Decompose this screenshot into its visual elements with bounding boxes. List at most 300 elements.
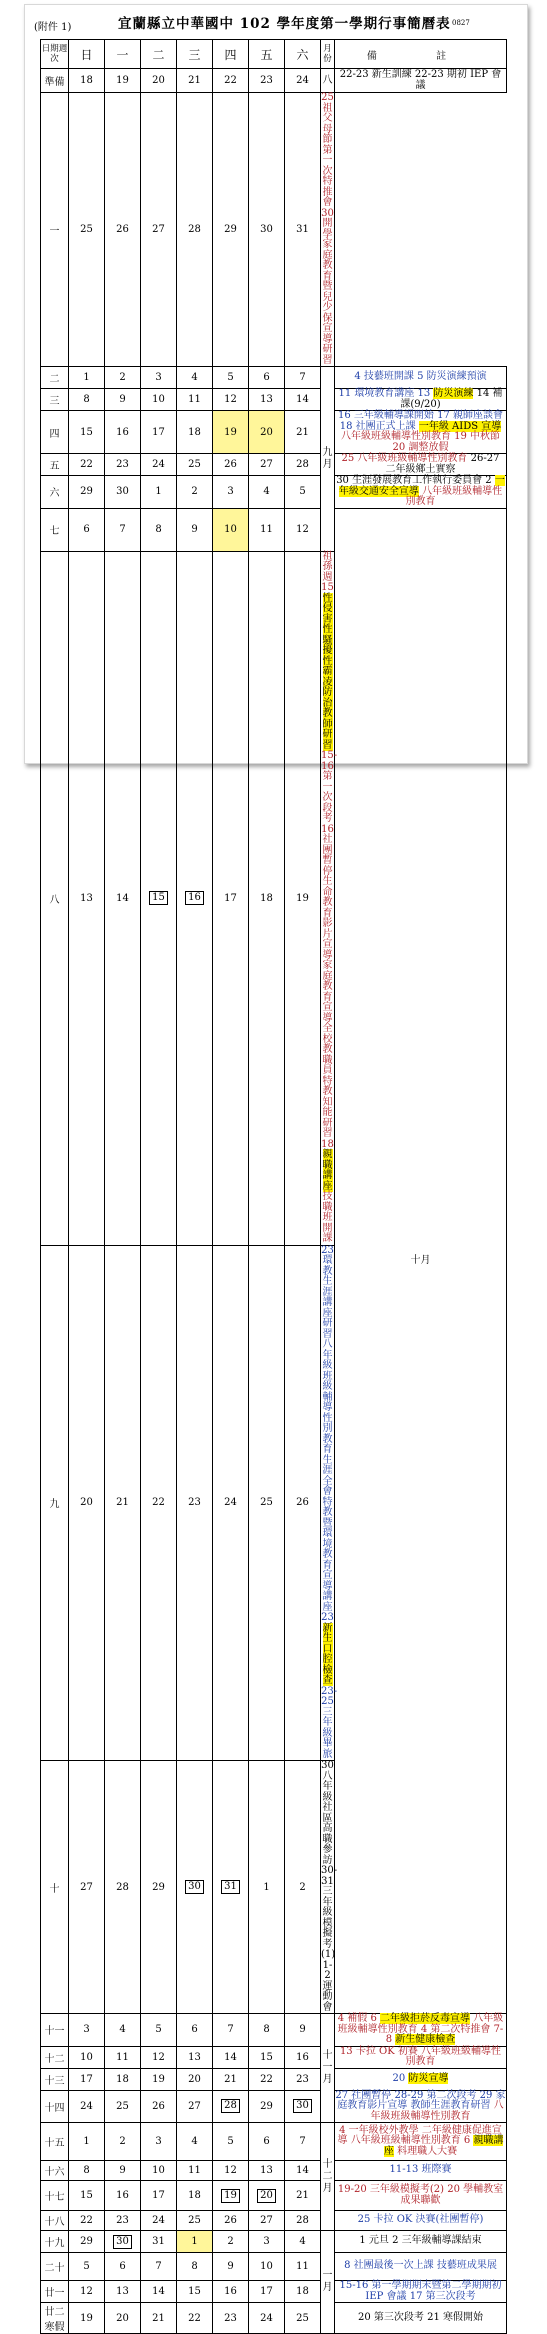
day-cell: 10: [69, 2046, 105, 2068]
notes-cell: [335, 2211, 507, 2231]
highlighted-note: 新生口腔檢查: [322, 1622, 333, 1686]
week-label: 十六: [41, 2161, 69, 2181]
day-cell: 16: [105, 411, 141, 454]
week-row: [41, 2281, 507, 2303]
day-cell: 23: [285, 2068, 321, 2090]
week-row: [41, 2253, 507, 2281]
day-cell: 8: [249, 2014, 285, 2047]
note-text: 25 卡拉 OK 決賽(社團暫停): [357, 2214, 484, 2226]
notes-cell: [335, 367, 507, 389]
day-cell: 15: [249, 2046, 285, 2068]
day-number-boxed: 16: [185, 891, 204, 905]
notes-cell: [321, 93, 335, 367]
month-cell: 十二月: [321, 2123, 335, 2231]
day-cell: 21: [285, 411, 321, 454]
week-row: [41, 411, 507, 454]
day-cell: 13: [249, 389, 285, 411]
note-text: 4 補假 6: [337, 2013, 381, 2024]
week-label: 一: [41, 93, 69, 367]
week-header: 日期週次: [41, 40, 69, 69]
note-text: 22-23 新生訓練 22-23 期初 IEP 會議: [339, 69, 502, 91]
day-cell: 19: [213, 411, 249, 454]
day-number-boxed: 19: [221, 2189, 240, 2203]
note-text: 27 社團暫停 28-29 第二次段考 29 家庭教育影片宣導 教師生涯教育研習: [335, 2089, 506, 2111]
day-cell: 2: [213, 2231, 249, 2253]
day-cell: 28: [177, 93, 213, 367]
day-cell: 20: [177, 2068, 213, 2090]
day-cell: 6: [249, 367, 285, 389]
week-label: 四: [41, 411, 69, 454]
week-label: 三: [41, 389, 69, 411]
day-cell: 21: [141, 2303, 177, 2334]
day-cell: [285, 2090, 321, 2123]
day-cell: 9: [105, 389, 141, 411]
day-cell: 14: [141, 2281, 177, 2303]
day-cell: 2: [177, 476, 213, 509]
month-cell: 十一月: [321, 2014, 335, 2123]
week-label: 八: [41, 551, 69, 1245]
day-cell: 13: [69, 551, 105, 1245]
week-label: 五: [41, 454, 69, 476]
day-cell: 6: [177, 2014, 213, 2047]
day-cell: 21: [285, 2181, 321, 2211]
note-text: 30-31 三年級模擬考(1) 1-2 運動會: [321, 1865, 338, 2013]
notes-cell: [335, 69, 507, 93]
note-text: 4 一年級校外教學 二年級健康促進宣導 八年級班級輔導性別教育 6: [337, 2124, 502, 2147]
day-cell: 24: [213, 1245, 249, 1761]
day-cell: 6: [105, 2253, 141, 2281]
note-text: 八年級班級輔導性別教育: [405, 485, 503, 507]
day-cell: 8: [69, 2161, 105, 2181]
day-cell: 11: [177, 389, 213, 411]
highlighted-note: 一年級交通安全宣導: [338, 475, 505, 497]
day-cell: 24: [285, 69, 321, 93]
week-label: 十一: [41, 2014, 69, 2047]
week-row: [41, 454, 507, 476]
day-cell: 25: [249, 1245, 285, 1761]
day-cell: 7: [141, 2253, 177, 2281]
week-row: [41, 2123, 507, 2161]
day-cell: 17: [141, 2181, 177, 2211]
day-cell: 27: [249, 454, 285, 476]
note-text: 15-16 第一學期期末暨第二學期期初 IEP 會議 17 第三次段考: [339, 2280, 502, 2302]
week-row: [41, 2303, 507, 2334]
notes-cell: [335, 2281, 507, 2303]
day-cell: 22: [249, 2068, 285, 2090]
day-cell: 20: [69, 1245, 105, 1761]
day-cell: 14: [105, 551, 141, 1245]
note-text: 20 第三次段考 21 寒假開始: [358, 2311, 483, 2323]
day-header-mon: 一: [105, 40, 141, 69]
day-cell: 7: [213, 2014, 249, 2047]
day-cell: 19: [285, 551, 321, 1245]
week-label: 二十: [41, 2253, 69, 2281]
day-cell: 26: [105, 93, 141, 367]
day-cell: 23: [177, 1245, 213, 1761]
note-text: 20: [392, 2072, 409, 2084]
day-number-boxed: 30: [113, 2235, 132, 2249]
day-cell: 25: [285, 2303, 321, 2334]
week-label: 廿一: [41, 2281, 69, 2303]
day-cell: 22: [69, 2211, 105, 2231]
week-row: [41, 2181, 507, 2211]
notes-cell: [321, 1244, 338, 1761]
day-cell: 25: [177, 454, 213, 476]
note-text: 23 環教生涯講座研習 八年級班級輔導性別教育 生涯全會特教暨環境教育宣導講座 23: [321, 1244, 334, 1623]
highlighted-note: 二年級拒菸反毒宣導: [380, 2013, 471, 2024]
day-cell: 23: [105, 454, 141, 476]
day-cell: 8: [69, 389, 105, 411]
day-cell: 9: [105, 2161, 141, 2181]
day-cell: 17: [213, 551, 249, 1245]
notes-cell: [335, 2046, 507, 2068]
week-row: [41, 2090, 507, 2123]
day-cell: [141, 551, 177, 1245]
day-cell: 4: [285, 2231, 321, 2253]
day-cell: 17: [249, 2281, 285, 2303]
day-cell: 11: [285, 2253, 321, 2281]
day-cell: 4: [177, 2123, 213, 2161]
annex-label: (附件 1): [34, 22, 72, 33]
note-text: 14 補課(9/20): [400, 388, 503, 410]
day-cell: 28: [285, 454, 321, 476]
day-number-boxed: 28: [221, 2099, 240, 2113]
day-cell: 19: [69, 2303, 105, 2334]
day-cell: 6: [69, 508, 105, 551]
day-cell: 22: [213, 69, 249, 93]
notes-cell: [321, 550, 338, 1245]
day-cell: 7: [285, 2123, 321, 2161]
calendar-body: [41, 69, 507, 2334]
day-cell: 12: [285, 508, 321, 551]
day-cell: 16: [285, 2046, 321, 2068]
day-cell: 18: [177, 411, 213, 454]
note-text: 13 卡拉 OK 初賽 八年級班級輔導性別教育: [339, 2045, 502, 2067]
day-cell: 8: [177, 2253, 213, 2281]
month-cell: 十月: [335, 508, 507, 2014]
day-cell: 24: [141, 454, 177, 476]
day-cell: 13: [177, 2046, 213, 2068]
day-cell: 14: [213, 2046, 249, 2068]
week-label: 準備: [41, 69, 69, 93]
day-cell: 3: [141, 367, 177, 389]
highlighted-note: 親職講座: [383, 2135, 504, 2157]
day-cell: 27: [69, 1761, 105, 2014]
day-cell: 27: [249, 2211, 285, 2231]
day-cell: [177, 551, 213, 1245]
day-cell: 28: [285, 2211, 321, 2231]
day-cell: 18: [69, 69, 105, 93]
week-label: 廿二寒假: [41, 2303, 69, 2334]
day-cell: 1: [177, 2231, 213, 2253]
week-row: [41, 367, 507, 389]
day-number-boxed: 20: [257, 2189, 276, 2203]
notes-cell: [335, 411, 507, 454]
day-cell: 10: [249, 2253, 285, 2281]
day-cell: 15: [177, 2281, 213, 2303]
notes-header: 備 註: [335, 40, 507, 69]
day-cell: 21: [213, 2068, 249, 2090]
day-cell: 24: [69, 2090, 105, 2123]
note-text: 26-27 二年級鄉土實察: [385, 453, 500, 475]
week-row: [41, 93, 507, 367]
document-title: 宜蘭縣立中華國中 102 學年度第一學期行事簡曆表: [118, 16, 451, 32]
day-cell: 22: [141, 1245, 177, 1761]
notes-cell: [335, 389, 507, 411]
week-label: 十九: [41, 2231, 69, 2253]
notes-cell: [335, 2014, 507, 2047]
day-number-boxed: 30: [185, 1880, 204, 1894]
day-cell: 1: [249, 1761, 285, 2014]
week-row: [41, 2068, 507, 2090]
day-header-sun: 日: [69, 40, 105, 69]
day-cell: 3: [141, 2123, 177, 2161]
day-cell: 30: [105, 476, 141, 509]
note-text: 23-25 三年級畢旅: [321, 1685, 338, 1760]
day-cell: 11: [249, 508, 285, 551]
note-text: 技職班開課: [322, 1191, 333, 1244]
week-row: [41, 2231, 507, 2253]
day-cell: 4: [177, 367, 213, 389]
document-code: 0827: [452, 19, 470, 27]
day-cell: [177, 1761, 213, 2014]
notes-cell: [335, 2253, 507, 2281]
day-cell: 24: [141, 2211, 177, 2231]
day-cell: 2: [105, 367, 141, 389]
day-cell: 5: [69, 2253, 105, 2281]
day-cell: 12: [213, 2161, 249, 2181]
day-header-thu: 四: [213, 40, 249, 69]
day-cell: 26: [141, 2090, 177, 2123]
notes-cell: [335, 2231, 507, 2253]
highlighted-note: 親職講座: [322, 1149, 333, 1192]
day-cell: 21: [105, 1245, 141, 1761]
day-cell: 29: [69, 476, 105, 509]
notes-cell: [321, 1760, 338, 2014]
day-cell: 10: [213, 508, 249, 551]
week-label: 六: [41, 476, 69, 509]
week-label: 十四: [41, 2090, 69, 2123]
day-cell: 31: [285, 93, 321, 367]
day-cell: 23: [249, 69, 285, 93]
day-cell: 28: [105, 1761, 141, 2014]
week-label: 二: [41, 367, 69, 389]
week-row: [41, 2211, 507, 2231]
week-label: 九: [41, 1245, 69, 1761]
day-cell: [213, 1761, 249, 2014]
day-cell: 18: [105, 2068, 141, 2090]
day-cell: 4: [249, 476, 285, 509]
day-number-boxed: 15: [149, 891, 168, 905]
day-cell: 23: [213, 2303, 249, 2334]
day-cell: 15: [69, 411, 105, 454]
day-number-boxed: 31: [221, 1880, 240, 1894]
day-number-boxed: 30: [293, 2099, 312, 2113]
day-cell: 26: [213, 454, 249, 476]
highlighted-note: 防災演練: [433, 388, 474, 399]
highlighted-note: 防災宣導: [408, 2072, 449, 2084]
week-row: [41, 389, 507, 411]
day-cell: 5: [213, 2123, 249, 2161]
day-cell: 20: [105, 2303, 141, 2334]
notes-cell: [335, 476, 507, 509]
day-cell: 27: [177, 2090, 213, 2123]
month-cell: 八: [321, 69, 335, 93]
day-cell: 9: [177, 508, 213, 551]
day-cell: 26: [285, 1245, 321, 1761]
week-label: 七: [41, 508, 69, 551]
day-cell: 9: [285, 2014, 321, 2047]
day-cell: 13: [105, 2281, 141, 2303]
day-cell: 7: [105, 508, 141, 551]
note-text: 11 環境教育講座 13: [338, 388, 434, 399]
day-cell: 29: [249, 2090, 285, 2123]
note-text: 25 八年級班級輔導性別教育: [341, 453, 468, 464]
notes-cell: [335, 2161, 507, 2181]
notes-cell: [335, 2068, 507, 2090]
day-cell: [249, 2181, 285, 2211]
month-cell: 一月: [321, 2231, 335, 2334]
week-row: [41, 2014, 507, 2047]
day-cell: 24: [249, 2303, 285, 2334]
note-text: 11-13 班際賽: [389, 2164, 452, 2176]
week-label: 十: [41, 1761, 69, 2014]
notes-cell: [335, 2181, 507, 2211]
week-row: [41, 69, 507, 93]
note-text: 15-16 第一次段考 16 社團暫停生命教育影片宣導 家庭教育宣導 全校教職員特教知能研習 18: [321, 750, 338, 1150]
day-cell: 7: [285, 367, 321, 389]
day-cell: 12: [69, 2281, 105, 2303]
day-cell: 29: [69, 2231, 105, 2253]
note-text: 祖孫週 15: [321, 550, 334, 593]
note-text: 8 社團最後一次上課 技藝班成果展: [344, 2260, 497, 2272]
highlighted-note: 一年級 AIDS 宣導: [418, 420, 502, 432]
day-cell: 22: [69, 454, 105, 476]
day-cell: 3: [249, 2231, 285, 2253]
highlighted-note: 性侵害性騷擾性霸凌防治教師研習: [322, 592, 333, 751]
day-cell: 16: [213, 2281, 249, 2303]
week-label: 十五: [41, 2123, 69, 2161]
day-cell: 26: [213, 2211, 249, 2231]
day-cell: 11: [105, 2046, 141, 2068]
week-label: 十三: [41, 2068, 69, 2090]
note-text: 料理職人大賽: [393, 2145, 458, 2157]
day-cell: 14: [285, 389, 321, 411]
day-cell: 1: [69, 2123, 105, 2161]
week-label: 十八: [41, 2211, 69, 2231]
day-cell: 25: [177, 2211, 213, 2231]
day-cell: 1: [69, 367, 105, 389]
day-header-sat: 六: [285, 40, 321, 69]
header-row: [41, 40, 507, 69]
note-text: 八年級班級輔導性別教育: [370, 2100, 504, 2122]
note-text: 30 生涯發展教育工作執行委員會 2: [336, 475, 495, 486]
notes-cell: [335, 2123, 507, 2161]
day-cell: 10: [141, 389, 177, 411]
week-row: [41, 2046, 507, 2068]
note-text: 25 祖父母節 第一次特推會 30 開學 家庭教育暨兒少保宣導研習: [321, 92, 334, 366]
week-row: [41, 2161, 507, 2181]
day-cell: [213, 2090, 249, 2123]
week-row: [41, 508, 507, 551]
day-cell: 9: [213, 2253, 249, 2281]
note-text: 八年級班級輔導性別教育 19 中秋節 20 調整放假: [340, 431, 501, 453]
note-text: 1 元旦 2 三年級輔導課結束: [359, 2235, 482, 2247]
day-cell: 10: [141, 2161, 177, 2181]
week-row: [41, 476, 507, 509]
day-cell: 3: [69, 2014, 105, 2047]
day-cell: 11: [177, 2161, 213, 2181]
day-cell: 18: [249, 551, 285, 1245]
day-cell: 13: [249, 2161, 285, 2181]
month-header: 月份: [321, 40, 335, 69]
day-cell: [213, 2181, 249, 2211]
day-cell: 4: [105, 2014, 141, 2047]
day-cell: 12: [213, 389, 249, 411]
notes-cell: [335, 2090, 507, 2123]
highlighted-note: 新生健康檢查: [395, 2034, 456, 2045]
day-cell: 15: [69, 2181, 105, 2211]
day-cell: 19: [141, 2068, 177, 2090]
day-cell: 25: [69, 93, 105, 367]
day-cell: 12: [141, 2046, 177, 2068]
day-cell: 14: [285, 2161, 321, 2181]
day-cell: 27: [141, 93, 177, 367]
note-text: 16 三年級輔導課開始 17 親師座談會 18 社團正式上課: [338, 410, 503, 432]
day-cell: 23: [105, 2211, 141, 2231]
calendar-table: [40, 39, 507, 2334]
day-cell: 16: [105, 2181, 141, 2211]
month-cell: 九月: [321, 367, 335, 552]
day-header-fri: 五: [249, 40, 285, 69]
week-label: 十二: [41, 2046, 69, 2068]
day-cell: 1: [141, 476, 177, 509]
day-cell: 29: [141, 1761, 177, 2014]
day-cell: 18: [177, 2181, 213, 2211]
day-cell: 17: [141, 411, 177, 454]
day-cell: 20: [141, 69, 177, 93]
week-label: 十七: [41, 2181, 69, 2211]
day-cell: [105, 2231, 141, 2253]
day-header-wed: 三: [177, 40, 213, 69]
day-cell: 5: [213, 367, 249, 389]
notes-cell: [335, 2303, 507, 2334]
day-cell: 17: [69, 2068, 105, 2090]
notes-cell: [335, 454, 507, 476]
day-cell: 5: [285, 476, 321, 509]
note-text: 八年級班級輔導性別教育 4 第二次特推會 7-8: [337, 2013, 504, 2045]
day-cell: 25: [105, 2090, 141, 2123]
day-cell: 18: [285, 2281, 321, 2303]
note-text: 30 八年級社區高職參訪: [321, 1760, 334, 1866]
day-cell: 30: [249, 93, 285, 367]
day-cell: 3: [213, 476, 249, 509]
day-cell: 8: [141, 508, 177, 551]
day-cell: 29: [213, 93, 249, 367]
day-cell: 5: [141, 2014, 177, 2047]
day-cell: 19: [105, 69, 141, 93]
note-text: 4 技藝班開課 5 防災演練預演: [354, 371, 487, 383]
day-cell: 2: [285, 1761, 321, 2014]
day-cell: 2: [105, 2123, 141, 2161]
note-text: 19-20 三年級模擬考(2) 20 學輔教室成果聯歡: [337, 2184, 504, 2206]
day-cell: 20: [249, 411, 285, 454]
day-cell: 21: [177, 69, 213, 93]
day-cell: 31: [141, 2231, 177, 2253]
day-cell: 22: [177, 2303, 213, 2334]
day-header-tue: 二: [141, 40, 177, 69]
day-cell: 6: [249, 2123, 285, 2161]
